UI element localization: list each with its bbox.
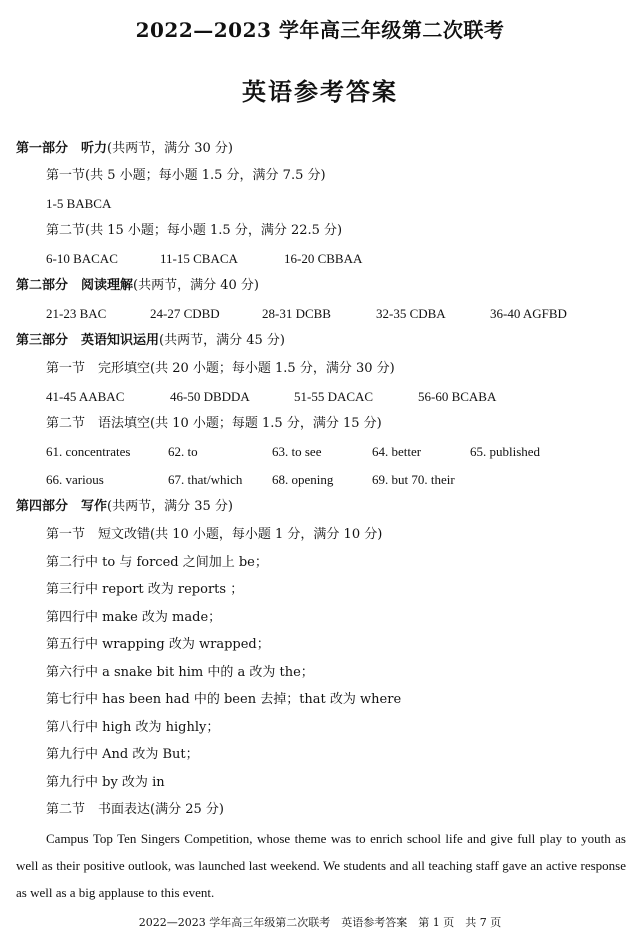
part3-answer-56-60: 56-60 BCABA bbox=[418, 389, 497, 404]
part3-section1-label: 第一节 完形填空(共 20 小题；每小题 1.5 分，满分 30 分) bbox=[46, 361, 395, 376]
answer-67: 67. that/which bbox=[168, 472, 243, 487]
part1-section2-label: 第二节(共 15 小题；每小题 1.5 分，满分 22.5 分) bbox=[46, 223, 343, 238]
answer-63: 63. to see bbox=[272, 444, 322, 459]
correction-line: 第九行中 And 改为 But； bbox=[46, 747, 199, 762]
part3-heading bbox=[16, 332, 285, 350]
correction-line: 第八行中 high 改为 highly； bbox=[46, 720, 220, 735]
correction-line: 第二行中 to 与 forced 之间加上 be； bbox=[46, 555, 268, 570]
part1-section1-answer: 1-5 BABCA bbox=[46, 196, 112, 211]
answer-66: 66. various bbox=[46, 472, 104, 487]
part2-answer-36-40: 36-40 AGFBD bbox=[490, 306, 567, 321]
correction-line: 第四行中 make 改为 made； bbox=[46, 610, 222, 625]
part4-section2-label: 第二节 书面表达(满分 25 分) bbox=[46, 802, 224, 817]
part3-section2-label: 第二节 语法填空(共 10 小题；每题 1.5 分，满分 15 分) bbox=[46, 416, 382, 431]
exam-title: 2022—2023 学年高三年级第二次联考 bbox=[135, 18, 505, 42]
part4-heading-note: (共两节，满分 35 分) bbox=[107, 499, 233, 514]
part1-answer-6-10: 6-10 BACAC bbox=[46, 251, 118, 266]
part1-answer-11-15: 11-15 CBACA bbox=[160, 251, 238, 266]
answer-68: 68. opening bbox=[272, 472, 334, 487]
part3-heading-note: (共两节，满分 45 分) bbox=[159, 333, 285, 348]
part1-heading bbox=[16, 140, 233, 158]
answer-62: 62. to bbox=[168, 444, 198, 459]
correction-line: 第九行中 by 改为 in bbox=[46, 775, 165, 790]
part4-heading bbox=[16, 498, 233, 516]
correction-line: 第三行中 report 改为 reports ； bbox=[46, 582, 244, 597]
part1-section1-label: 第一节(共 5 小题；每小题 1.5 分，满分 7.5 分) bbox=[46, 168, 326, 183]
part2-answer-24-27: 24-27 CDBD bbox=[150, 306, 220, 321]
part1-heading-note: (共两节，满分 30 分) bbox=[107, 141, 233, 156]
correction-line: 第五行中 wrapping 改为 wrapped； bbox=[46, 637, 270, 652]
part2-heading-note: (共两节，满分 40 分) bbox=[133, 278, 259, 293]
essay-paragraph: Campus Top Ten Singers Competition, whose theme was to enrich school life and give full play to youth as well as their positive outlook, was launched last weekend. We students and all teaching staff gave an active response as well as a big applause to this event. bbox=[16, 831, 626, 900]
part4-heading-label: 第四部分 写作 bbox=[16, 499, 108, 514]
answer-65: 65. published bbox=[470, 444, 541, 459]
part4-section1-label: 第一节 短文改错(共 10 小题，每小题 1 分，满分 10 分) bbox=[46, 527, 383, 542]
part2-heading bbox=[16, 277, 259, 295]
answer-61: 61. concentrates bbox=[46, 444, 131, 459]
part2-answer-32-35: 32-35 CDBA bbox=[376, 306, 446, 321]
part3-answer-51-55: 51-55 DACAC bbox=[294, 389, 374, 404]
part2-answer-28-31: 28-31 DCBB bbox=[262, 306, 331, 321]
part1-answer-16-20: 16-20 CBBAA bbox=[284, 251, 363, 266]
part3-heading-label: 第三部分 英语知识运用 bbox=[16, 333, 160, 348]
part2-answer-21-23: 21-23 BAC bbox=[46, 306, 107, 321]
part3-answer-46-50: 46-50 DBDDA bbox=[170, 389, 250, 404]
correction-line: 第七行中 has been had 中的 been 去掉；that 改为 where bbox=[46, 692, 402, 707]
part2-heading-label: 第二部分 阅读理解 bbox=[16, 278, 134, 293]
part1-heading-label: 第一部分 听力 bbox=[16, 141, 108, 156]
document-title: 英语参考答案 bbox=[242, 77, 398, 106]
answer-69-70: 69. but 70. their bbox=[372, 472, 455, 487]
page-footer: 2022—2023 学年高三年级第二次联考 英语参考答案 第 1 页 共 7 页 bbox=[138, 916, 502, 929]
correction-line: 第六行中 a snake bit him 中的 a 改为 the； bbox=[46, 665, 314, 680]
part3-answer-41-45: 41-45 AABAC bbox=[46, 389, 125, 404]
answer-64: 64. better bbox=[372, 444, 422, 459]
